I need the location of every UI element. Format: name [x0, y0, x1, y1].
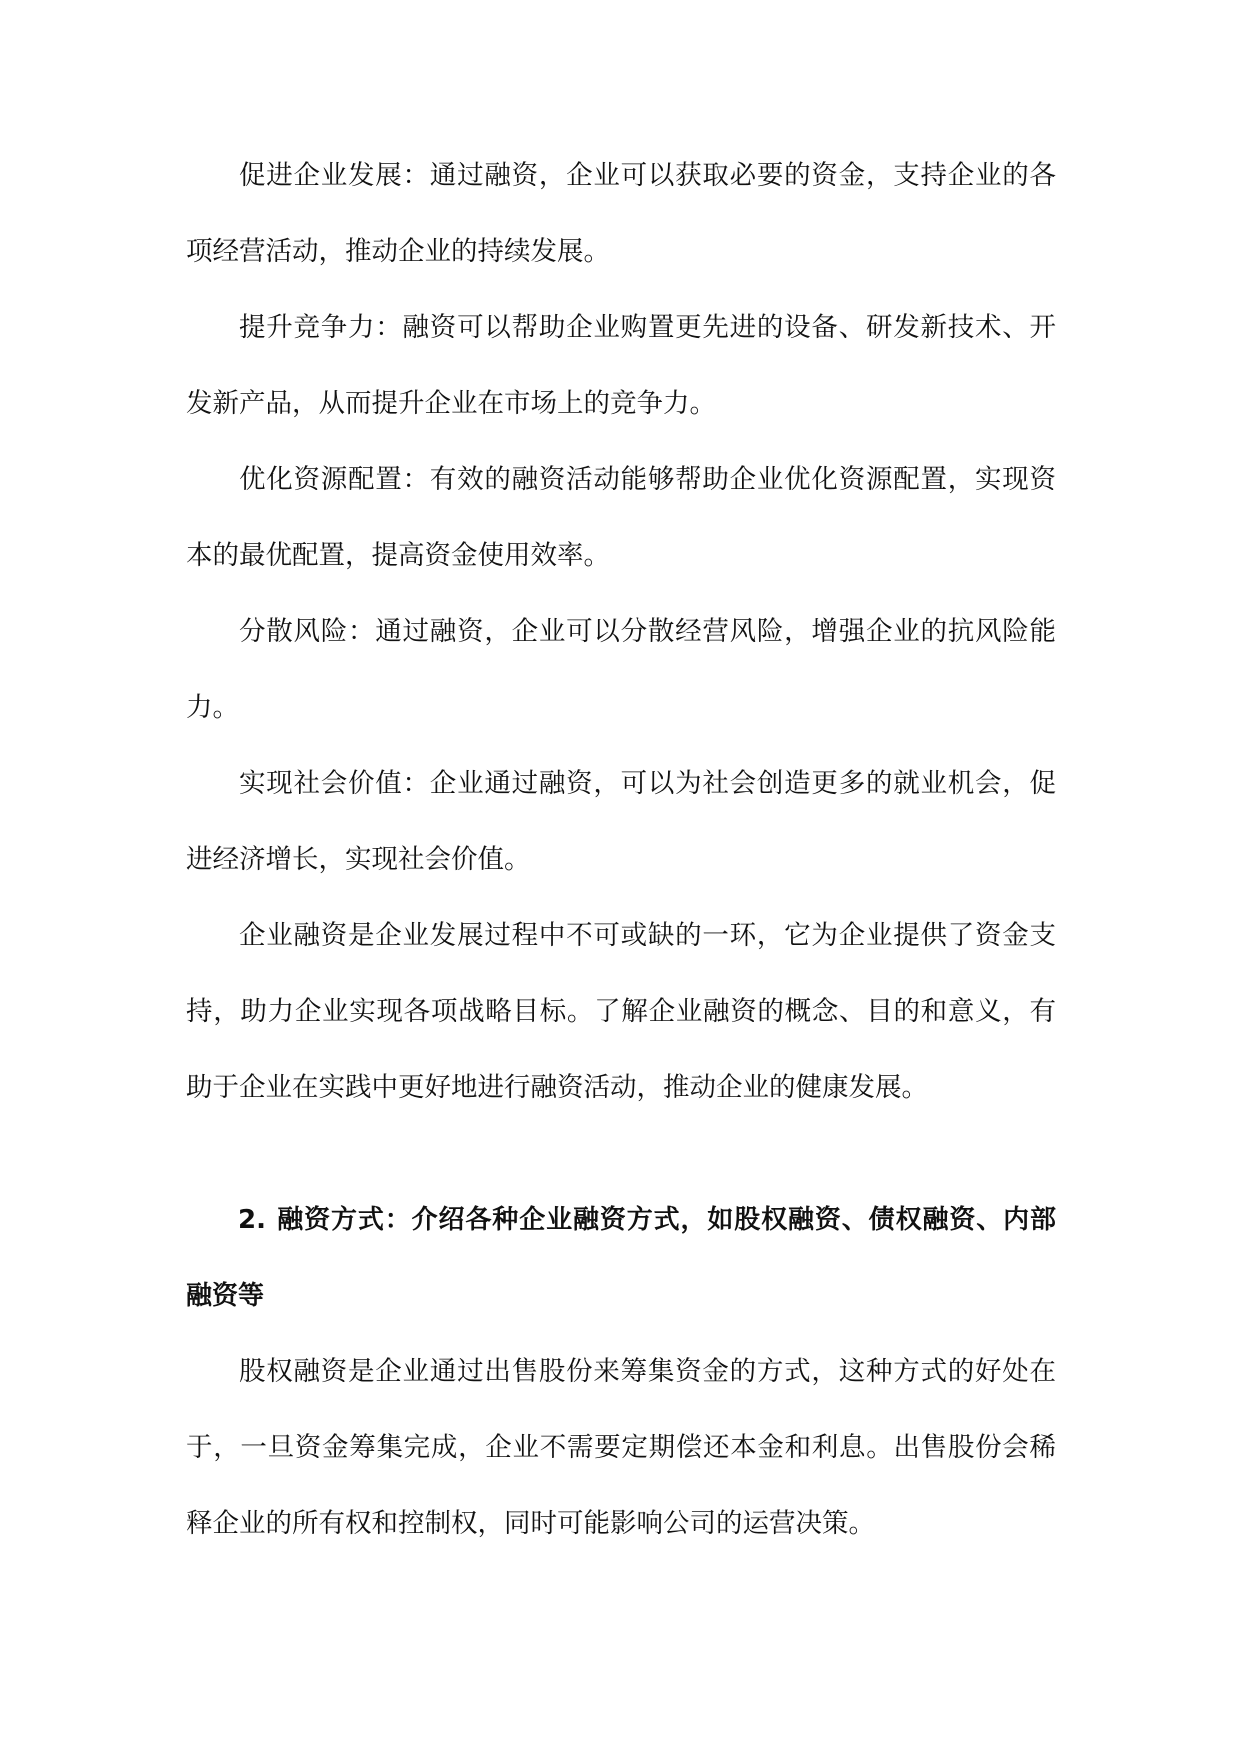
paragraph-diversify-risk: 分散风险：通过融资，企业可以分散经营风险，增强企业的抗风险能力。	[186, 616, 1056, 723]
section-title: 融资方式：介绍各种企业融资方式，如股权融资、债权融资、内部融资等	[186, 1205, 1056, 1311]
paragraph-promote-development: 促进企业发展：通过融资，企业可以获取必要的资金，支持企业的各项经营活动，推动企业的持续发展。	[186, 160, 1056, 267]
section-number: 2.	[238, 1205, 266, 1235]
paragraph-optimize-resources: 优化资源配置：有效的融资活动能够帮助企业优化资源配置，实现资本的最优配置，提高资金使用效率。	[186, 464, 1056, 571]
paragraph-equity-financing: 股权融资是企业通过出售股份来筹集资金的方式，这种方式的好处在于，一旦资金筹集完成，企业不需要定期偿还本金和利息。出售股份会稀释企业的所有权和控制权，同时可能影响公司的运营决策。	[186, 1356, 1056, 1539]
document-body	[186, 138, 1056, 1562]
paragraph-improve-competitiveness: 提升竞争力：融资可以帮助企业购置更先进的设备、研发新技术、开发新产品，从而提升企业在市场上的竞争力。	[186, 312, 1056, 419]
section-heading	[186, 1182, 1056, 1334]
paragraph-summary: 企业融资是企业发展过程中不可或缺的一环，它为企业提供了资金支持，助力企业实现各项战略目标。了解企业融资的概念、目的和意义，有助于企业在实践中更好地进行融资活动，推动企业的健康发展。	[186, 920, 1056, 1103]
paragraph-social-value: 实现社会价值：企业通过融资，可以为社会创造更多的就业机会，促进经济增长，实现社会价值。	[186, 768, 1056, 875]
